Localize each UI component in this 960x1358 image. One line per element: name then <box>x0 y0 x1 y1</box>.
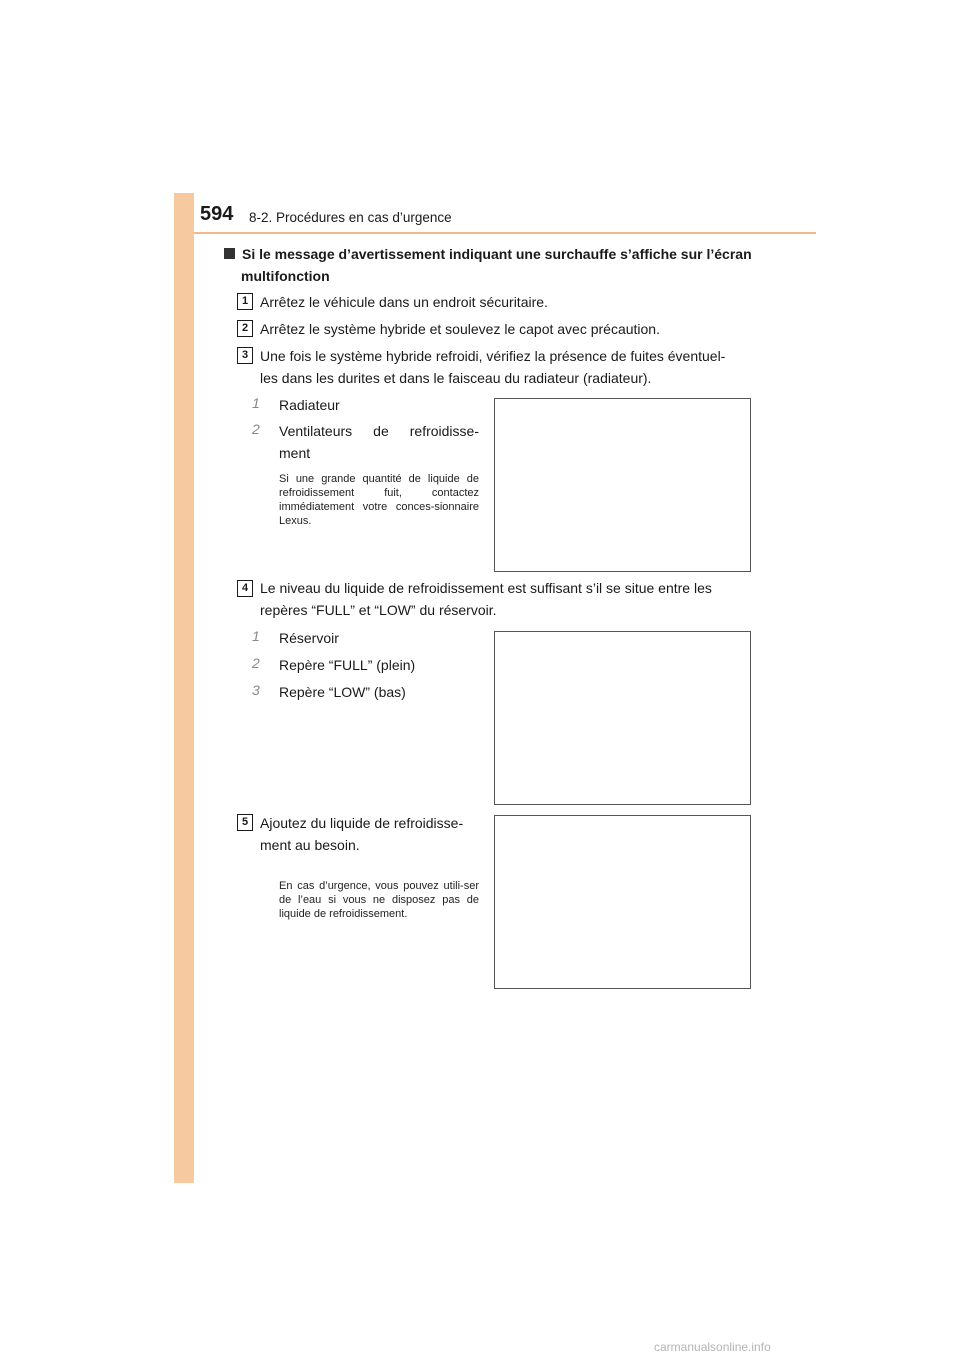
callout-number: 2 <box>252 421 260 437</box>
coolant-fill-figure <box>494 815 751 989</box>
callout-label: Repère “LOW” (bas) <box>279 684 406 700</box>
step-number-3: 3 <box>237 347 253 364</box>
step-4-text: Le niveau du liquide de refroidissement est suffisant s’il se situe entre les repères “FULL” et “LOW” du réservoir. <box>260 580 712 618</box>
callout-number: 3 <box>252 682 260 698</box>
step-3-note: Si une grande quantité de liquide de refroidissement fuit, contactez immédiatement votre conces-sionnaire Lexus. <box>279 473 479 527</box>
site-watermark: carmanualsonline.info <box>654 1340 771 1354</box>
callout-number: 1 <box>252 395 260 411</box>
side-margin-band <box>174 193 194 1183</box>
step-number-1: 1 <box>237 293 253 310</box>
reservoir-figure <box>494 631 751 805</box>
step-2-text: Arrêtez le système hybride et soulevez le capot avec précaution. <box>260 321 660 337</box>
step-number-5: 5 <box>237 814 253 831</box>
chapter-title: 8-2. Procédures en cas d’urgence <box>249 210 452 225</box>
callout-number: 2 <box>252 655 260 671</box>
step-number-4: 4 <box>237 580 253 597</box>
step-1-text: Arrêtez le véhicule dans un endroit sécuritaire. <box>260 294 548 310</box>
step-number-2: 2 <box>237 320 253 337</box>
callout-label: Radiateur <box>279 397 340 413</box>
callout-label: Ventilateurs de refroidisse- ment <box>279 423 479 461</box>
section-heading: Si le message d’avertissement indiquant une surchauffe s’affiche sur l’écran multifonction <box>224 243 764 287</box>
radiator-figure <box>494 398 751 572</box>
page-number: 594 <box>200 203 234 225</box>
step-5-text: Ajoutez du liquide de refroidisse- ment au besoin. <box>260 815 464 853</box>
square-bullet-icon <box>224 248 235 259</box>
step-3-text: Une fois le système hybride refroidi, vérifiez la présence de fuites éventuel- les dans les durites et dans le faisceau du radiateur (radiateur). <box>260 348 726 386</box>
step-5-note: En cas d’urgence, vous pouvez utili-ser de l’eau si vous ne disposez pas de liquide de refroidissement. <box>279 880 479 920</box>
callout-number: 1 <box>252 628 260 644</box>
header-divider <box>194 232 816 234</box>
callout-label: Réservoir <box>279 630 339 646</box>
callout-label: Repère “FULL” (plein) <box>279 657 416 673</box>
